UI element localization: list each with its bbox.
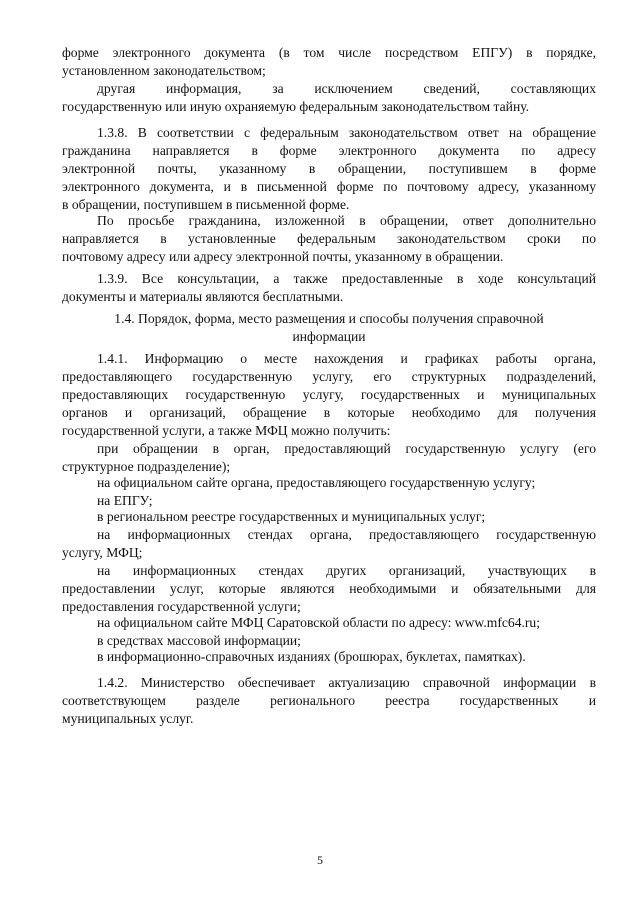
text-line: 1.3.8. В соответствии с федеральным законодательством ответ на обращение: [97, 125, 596, 140]
text-line: почтовому адресу или адресу электронной почты, указанному в обращении.: [62, 249, 504, 264]
text-line: По просьбе гражданина, изложенной в обращении, ответ дополнительно: [97, 213, 596, 228]
list-item: на официальном сайте МФЦ Саратовской области по адресу: www.mfc64.ru;: [97, 615, 540, 630]
list-item: структурное подразделение);: [62, 459, 231, 474]
list-item: предоставлении услуг, которые являются необходимыми и обязательными для: [62, 581, 596, 596]
list-item: в информационно-справочных изданиях (брошюрах, буклетах, памятках).: [97, 649, 526, 664]
list-item: услугу, МФЦ;: [62, 545, 143, 560]
text-line: муниципальных услуг.: [62, 711, 194, 726]
text-line: в обращении, поступившем в письменной форме.: [62, 197, 350, 212]
text-line: 1.3.9. Все консультации, а также предоставленные в ходе консультаций: [97, 271, 596, 286]
section-heading: 1.4. Порядок, форма, место размещения и способы получения справочной: [114, 311, 544, 326]
text-line: соответствующем разделе регионального реестра государственных и: [62, 693, 596, 708]
text-line: электронного документа, и в письменной форме по почтовому адресу, указанному: [62, 179, 596, 194]
list-item: на ЕПГУ;: [97, 493, 153, 508]
text-line: государственной услуги, а также МФЦ можно получить:: [62, 423, 391, 438]
text-line: установленном законодательством;: [62, 63, 266, 78]
text-line: другая информация, за исключением сведений, составляющих: [97, 81, 596, 96]
list-item: на официальном сайте органа, предоставляющего государственную услугу;: [97, 475, 536, 490]
text-line: форме электронного документа (в том числе посредством ЕПГУ) в порядке,: [62, 45, 596, 60]
page-number: 5: [317, 853, 323, 867]
text-line: 1.4.2. Министерство обеспечивает актуализацию справочной информации в: [97, 675, 596, 690]
list-item: на информационных стендах органа, предоставляющего государственную: [97, 527, 596, 542]
section-heading: информации: [292, 329, 366, 344]
text-line: документы и материалы являются бесплатными.: [62, 289, 344, 304]
text-line: электронной почты, указанному в обращении, поступившем в форме: [62, 161, 596, 176]
text-line: гражданина направляется в форме электронного документа по адресу: [62, 143, 596, 158]
list-item: при обращении в орган, предоставляющий государственную услугу (его: [97, 441, 596, 456]
text-line: направляется в установленные федеральным законодательством сроки по: [62, 231, 596, 246]
list-item: предоставления государственной услуги;: [62, 599, 301, 614]
text-line: государственную или иную охраняемую федеральным законодательством тайну.: [62, 99, 530, 114]
text-line: органов и организаций, обращение в которые необходимо для получения: [62, 405, 596, 420]
text-line: 1.4.1. Информацию о месте нахождения и графиках работы органа,: [97, 351, 596, 366]
text-line: предоставляющего государственную услугу, его структурных подразделений,: [62, 369, 596, 384]
list-item: в региональном реестре государственных и муниципальных услуг;: [97, 509, 486, 524]
text-line: предоставляющих государственную услугу, государственных и муниципальных: [62, 387, 596, 402]
list-item: в средствах массовой информации;: [97, 633, 301, 648]
list-item: на информационных стендах других организаций, участвующих в: [97, 563, 596, 578]
